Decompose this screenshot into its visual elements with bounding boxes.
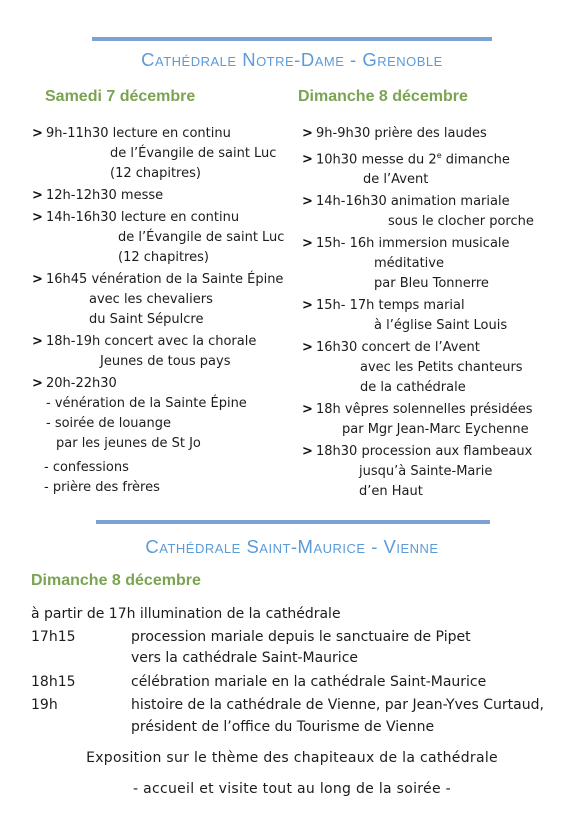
chevron-right-icon: > <box>302 126 313 141</box>
schedule-row <box>31 695 544 738</box>
program-entry <box>32 124 287 184</box>
entry-text: à l’église Saint Louis <box>374 318 508 334</box>
chevron-right-icon: > <box>32 376 43 391</box>
entry-text: 16h45 vénération de la Sainte Épine <box>46 272 284 287</box>
exhibition-line: Exposition sur le thème des chapiteaux de la cathédrale <box>86 750 498 766</box>
day-heading-sunday: Dimanche 8 décembre <box>298 88 468 105</box>
entry-text: 14h-16h30 animation mariale <box>316 194 510 210</box>
section-title-grenoble: Cathédrale Notre-Dame - Grenoble <box>141 49 443 70</box>
vienne-schedule <box>31 604 544 738</box>
program-entry <box>302 234 572 294</box>
program-entry <box>302 400 572 440</box>
chevron-right-icon: > <box>32 188 43 203</box>
entry-text: par Bleu Tonnerre <box>374 276 489 292</box>
chevron-right-icon: > <box>302 402 313 418</box>
schedule-desc: procession mariale depuis le sanctuaire de Pipet <box>131 628 471 645</box>
chevron-right-icon: > <box>302 340 313 356</box>
sub-item: - confessions <box>44 460 129 475</box>
entry-text: méditative <box>374 256 444 272</box>
sub-item: - vénération de la Sainte Épine <box>46 396 247 411</box>
saturday-program <box>32 124 287 500</box>
program-entry <box>32 374 287 498</box>
sub-item: - soirée de louange <box>46 416 171 431</box>
schedule-desc: célébration mariale en la cathédrale Saint-Maurice <box>131 673 487 690</box>
schedule-desc: histoire de la cathédrale de Vienne, par Jean-Yves Curtaud, <box>131 697 544 713</box>
chevron-right-icon: > <box>32 334 43 349</box>
entry-text: sous le clocher porche <box>388 214 534 230</box>
program-entry <box>302 124 572 144</box>
section-title-vienne: Cathédrale Saint-Maurice - Vienne <box>145 536 439 557</box>
entry-text: de l’Évangile de saint Luc <box>118 230 285 245</box>
sunday-program <box>302 124 572 504</box>
entry-text: 18h-19h concert avec la chorale <box>46 334 257 349</box>
entry-text: 18h30 procession aux flambeaux <box>316 444 533 460</box>
chevron-right-icon: > <box>32 210 43 225</box>
entry-text: avec les chevaliers <box>89 292 213 307</box>
entry-text: de l’Évangile de saint Luc <box>110 146 277 161</box>
sub-item: - prière des frères <box>44 480 160 495</box>
sub-item: par les jeunes de St Jo <box>56 436 201 451</box>
program-entry <box>32 208 287 268</box>
ordinal-sup: e <box>436 151 442 160</box>
day-heading-vienne: Dimanche 8 décembre <box>31 572 201 589</box>
entry-text: dimanche <box>441 152 510 168</box>
entry-text: de la cathédrale <box>360 380 466 396</box>
chevron-right-icon: > <box>302 298 313 314</box>
program-entry <box>302 192 572 232</box>
chevron-right-icon: > <box>302 236 313 252</box>
entry-text: Jeunes de tous pays <box>100 354 231 369</box>
program-entry <box>302 338 572 398</box>
schedule-row <box>31 672 544 694</box>
entry-text: 15h- 17h temps marial <box>316 298 465 314</box>
program-entry <box>32 332 287 372</box>
chevron-right-icon: > <box>32 272 43 287</box>
schedule-time: 17h15 <box>31 628 76 645</box>
schedule-row <box>31 627 544 670</box>
entry-text: 9h-9h30 prière des laudes <box>316 126 487 141</box>
top-divider <box>92 37 492 41</box>
entry-text: de l’Avent <box>363 172 429 188</box>
entry-text: 18h vêpres solennelles présidées <box>316 402 533 418</box>
schedule-desc: président de l’office du Tourisme de Vienne <box>131 718 435 735</box>
entry-text: 16h30 concert de l’Avent <box>316 340 480 356</box>
program-entry <box>302 146 572 190</box>
program-entry <box>302 296 572 336</box>
entry-text: (12 chapitres) <box>118 250 209 265</box>
program-entry <box>32 186 287 206</box>
entry-text: 20h-22h30 <box>46 376 117 391</box>
chevron-right-icon: > <box>302 194 313 210</box>
middle-divider <box>96 520 490 524</box>
entry-text: 9h-11h30 lecture en continu <box>46 126 231 141</box>
entry-text: d’en Haut <box>359 484 423 500</box>
program-entry <box>302 442 572 502</box>
exhibition-subline: - accueil et visite tout au long de la soirée - <box>133 781 451 797</box>
intro-text: à partir de 17h illumination de la cathédrale <box>31 606 341 622</box>
entry-text: avec les Petits chanteurs <box>360 360 523 376</box>
entry-text: 10h30 messe du 2 <box>316 152 437 168</box>
entry-text: par Mgr Jean-Marc Eychenne <box>342 422 529 438</box>
schedule-time: 18h15 <box>31 673 76 690</box>
day-heading-saturday: Samedi 7 décembre <box>45 88 196 105</box>
entry-text: du Saint Sépulcre <box>89 312 204 327</box>
chevron-right-icon: > <box>32 126 43 141</box>
entry-text: (12 chapitres) <box>110 166 201 181</box>
chevron-right-icon: > <box>302 152 313 168</box>
schedule-desc: vers la cathédrale Saint-Maurice <box>131 650 359 666</box>
entry-text: 14h-16h30 lecture en continu <box>46 210 240 225</box>
entry-text: jusqu’à Sainte-Marie <box>359 464 493 480</box>
schedule-time: 19h <box>31 697 58 713</box>
chevron-right-icon: > <box>302 444 313 460</box>
program-entry <box>32 270 287 330</box>
entry-text: 12h-12h30 messe <box>46 188 164 203</box>
entry-text: 15h- 16h immersion musicale <box>316 236 510 252</box>
